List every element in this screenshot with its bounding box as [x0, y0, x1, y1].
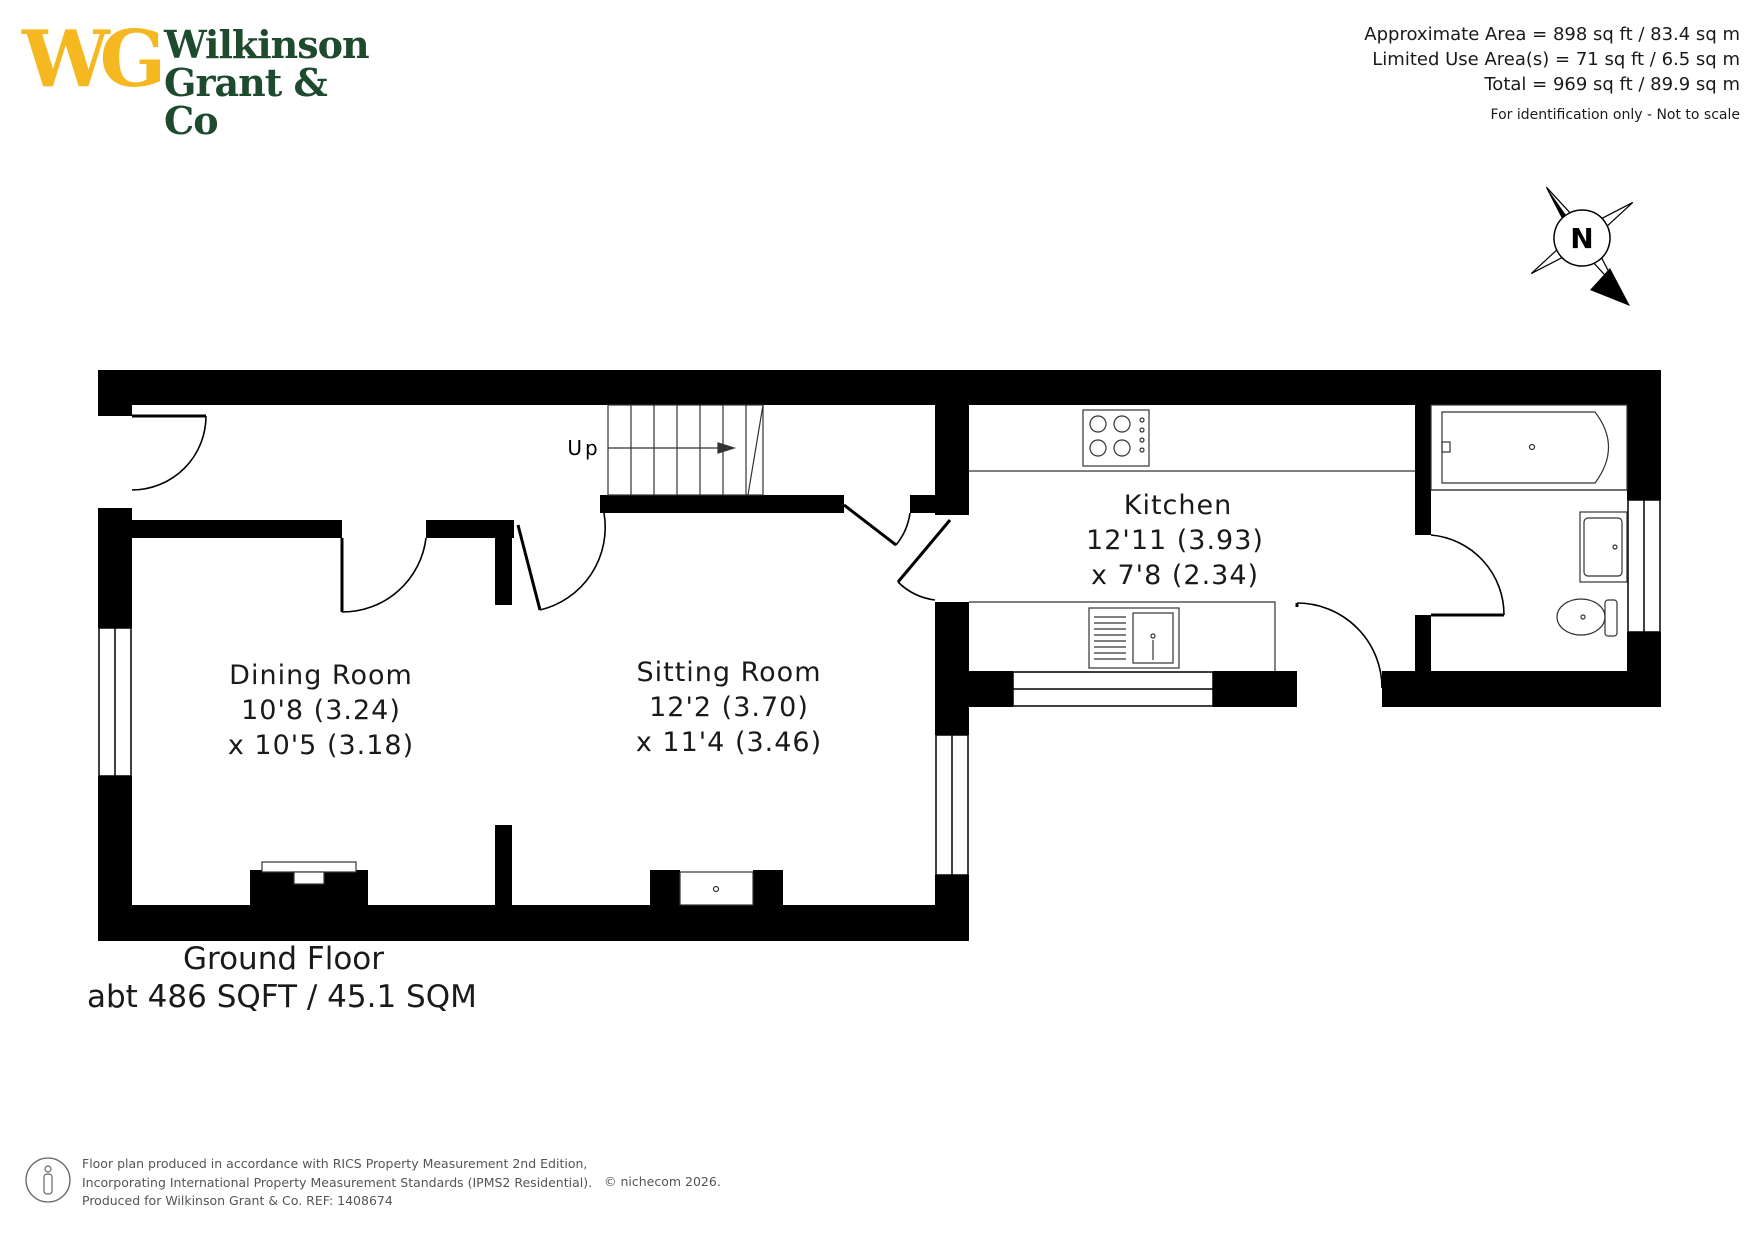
dining-dim1: 10'8 (3.24)	[241, 695, 401, 726]
total-area: Total = 969 sq ft / 89.9 sq m	[1484, 74, 1740, 95]
floor-area: abt 486 SQFT / 45.1 SQM	[87, 979, 477, 1015]
compass-arrow-icon	[1590, 268, 1630, 306]
footer-text	[82, 1155, 592, 1211]
logo-name-line2: Grant & Co	[164, 60, 327, 143]
sitting-name: Sitting Room	[636, 657, 822, 688]
dining-dim2: x 10'5 (3.18)	[227, 730, 415, 761]
sitting-dim1: 12'2 (3.70)	[649, 692, 809, 723]
doors	[132, 416, 1504, 688]
floor-name: Ground Floor	[183, 941, 385, 977]
room-kitchen	[1086, 490, 1264, 591]
bathroom-fixtures	[1431, 405, 1627, 636]
floor-title	[87, 940, 477, 1016]
footer-copyright: © nichecom 2026.	[604, 1174, 721, 1189]
compass-rose-icon	[1496, 152, 1669, 325]
staircase	[608, 405, 763, 495]
footer-line2: Incorporating International Property Measurement Standards (IPMS2 Residential).	[82, 1174, 593, 1190]
footer	[24, 1155, 784, 1211]
logo-initials: WG	[22, 14, 157, 105]
walls	[98, 370, 1661, 941]
measurement-standard-icon	[24, 1155, 72, 1205]
scale-note: For identification only - Not to scale	[1490, 107, 1740, 123]
logo-name-line1: Wilkinson	[164, 22, 369, 67]
approximate-area: Approximate Area = 898 sq ft / 83.4 sq m	[1364, 24, 1740, 45]
room-dining	[228, 660, 414, 761]
room-sitting	[636, 657, 822, 758]
sitting-dim2: x 11'4 (3.46)	[635, 727, 823, 758]
dining-name: Dining Room	[229, 660, 413, 691]
compass-north-label: N	[1570, 222, 1594, 255]
footer-line3: Produced for Wilkinson Grant & Co. REF: 1408674	[82, 1193, 393, 1208]
limited-use-area: Limited Use Area(s) = 71 sq ft / 6.5 sq m	[1372, 49, 1740, 70]
stairs-label: Up	[567, 436, 601, 460]
kitchen-name: Kitchen	[1123, 490, 1233, 521]
footer-line1: Floor plan produced in accordance with RICS Property Measurement 2nd Edition,	[82, 1156, 588, 1171]
kitchen-dim1: 12'11 (3.93)	[1086, 525, 1264, 556]
kitchen-dim2: x 7'8 (2.34)	[1090, 560, 1260, 591]
